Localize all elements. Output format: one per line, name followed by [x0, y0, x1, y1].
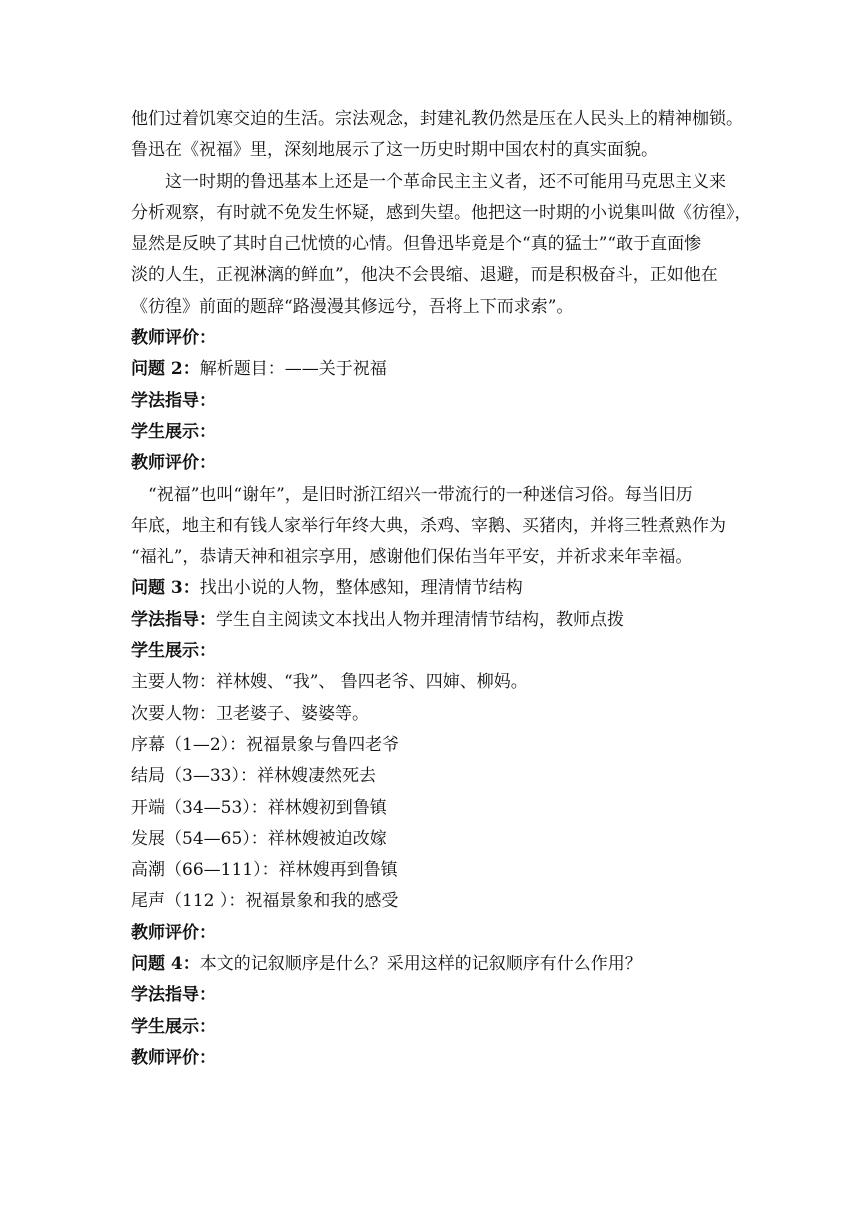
body-text-line: 这一时期的鲁迅基本上还是一个革命民主主义者，还不可能用马克思主义来 — [165, 171, 726, 192]
body-text-line: 《彷徨》前面的题辞“路漫漫其修远兮，吾将上下而求索”。 — [131, 296, 574, 317]
body-text-line: “福礼”，恭请天神和祖宗享用，感谢他们保佑当年平安，并祈求来年幸福。 — [131, 547, 693, 568]
teacher-eval-heading: 教师评价： — [131, 453, 216, 474]
teacher-eval-heading: 教师评价： — [131, 328, 216, 349]
question-text: 找出小说的人物，整体感知，理清情节结构 — [199, 578, 523, 599]
method-guide-label: 学法指导： — [131, 609, 216, 630]
body-text-line: 他们过着饥寒交迫的生活。宗法观念，封建礼教仍然是压在人民头上的精神枷锁。 — [131, 109, 743, 129]
question-text: 解析题目：——关于祝福 — [199, 359, 387, 380]
student-show-heading: 学生展示： — [131, 1016, 216, 1037]
body-text-line: 显然是反映了其时自己忧愤的心情。但鲁迅毕竟是个“真的猛士”“敢于直面惨 — [131, 234, 702, 255]
question-4 — [131, 949, 731, 980]
question-label: 问题 4： — [131, 954, 200, 975]
structure-line: 发展（54—65）：祥林嫂被迫改嫁 — [131, 828, 387, 849]
body-text-line: 淡的人生，正视淋漓的鲜血”，他决不会畏缩、退避，而是积极奋斗，正如他在 — [131, 265, 718, 286]
teacher-eval-heading: 教师评价： — [131, 1047, 216, 1068]
teacher-eval-heading: 教师评价： — [131, 922, 216, 943]
body-text-line: “祝福”也叫“谢年”，是旧时浙江绍兴一带流行的一种迷信习俗。每当旧历 — [148, 484, 693, 505]
method-guide — [131, 605, 731, 636]
structure-line: 开端（34—53）：祥林嫂初到鲁镇 — [131, 797, 387, 818]
structure-line: 次要人物：卫老婆子、婆婆等。 — [131, 703, 369, 724]
method-guide-heading: 学法指导： — [131, 985, 216, 1006]
structure-line: 尾声（112 ）：祝福景象和我的感受 — [131, 891, 399, 912]
structure-line: 结局（3—33）：祥林嫂凄然死去 — [131, 766, 376, 787]
student-show-heading: 学生展示： — [131, 641, 216, 662]
document-page — [131, 104, 752, 1074]
question-text: 本文的记叙顺序是什么？采用这样的记叙顺序有什么作用？ — [199, 954, 642, 975]
student-show-heading: 学生展示： — [131, 421, 216, 442]
method-guide-heading: 学法指导： — [131, 390, 216, 411]
body-text-line: 年底，地主和有钱人家举行年终大典，杀鸡、宰鹅、买猪肉，并将三牲煮熟作为 — [131, 515, 726, 536]
question-2 — [131, 354, 731, 385]
structure-line: 高潮（66—111）：祥林嫂再到鲁镇 — [131, 860, 398, 881]
structure-line: 序幕（1—2）：祝福景象与鲁四老爷 — [131, 734, 400, 755]
method-guide-text: 学生自主阅读文本找出人物并理清情节结构，教师点拨 — [216, 609, 624, 630]
body-text-line: 分析观察，有时就不免发生怀疑，感到失望。他把这一时期的小说集叫做《彷徨》， — [131, 202, 752, 223]
question-label: 问题 2： — [131, 359, 200, 380]
body-text-line: 鲁迅在《祝福》里，深刻地展示了这一历史时期中国农村的真实面貌。 — [131, 140, 658, 161]
question-3 — [131, 573, 731, 604]
structure-line: 主要人物：祥林嫂、“我”、 鲁四老爷、四婶、柳妈。 — [131, 672, 528, 693]
question-label: 问题 3： — [131, 578, 200, 599]
